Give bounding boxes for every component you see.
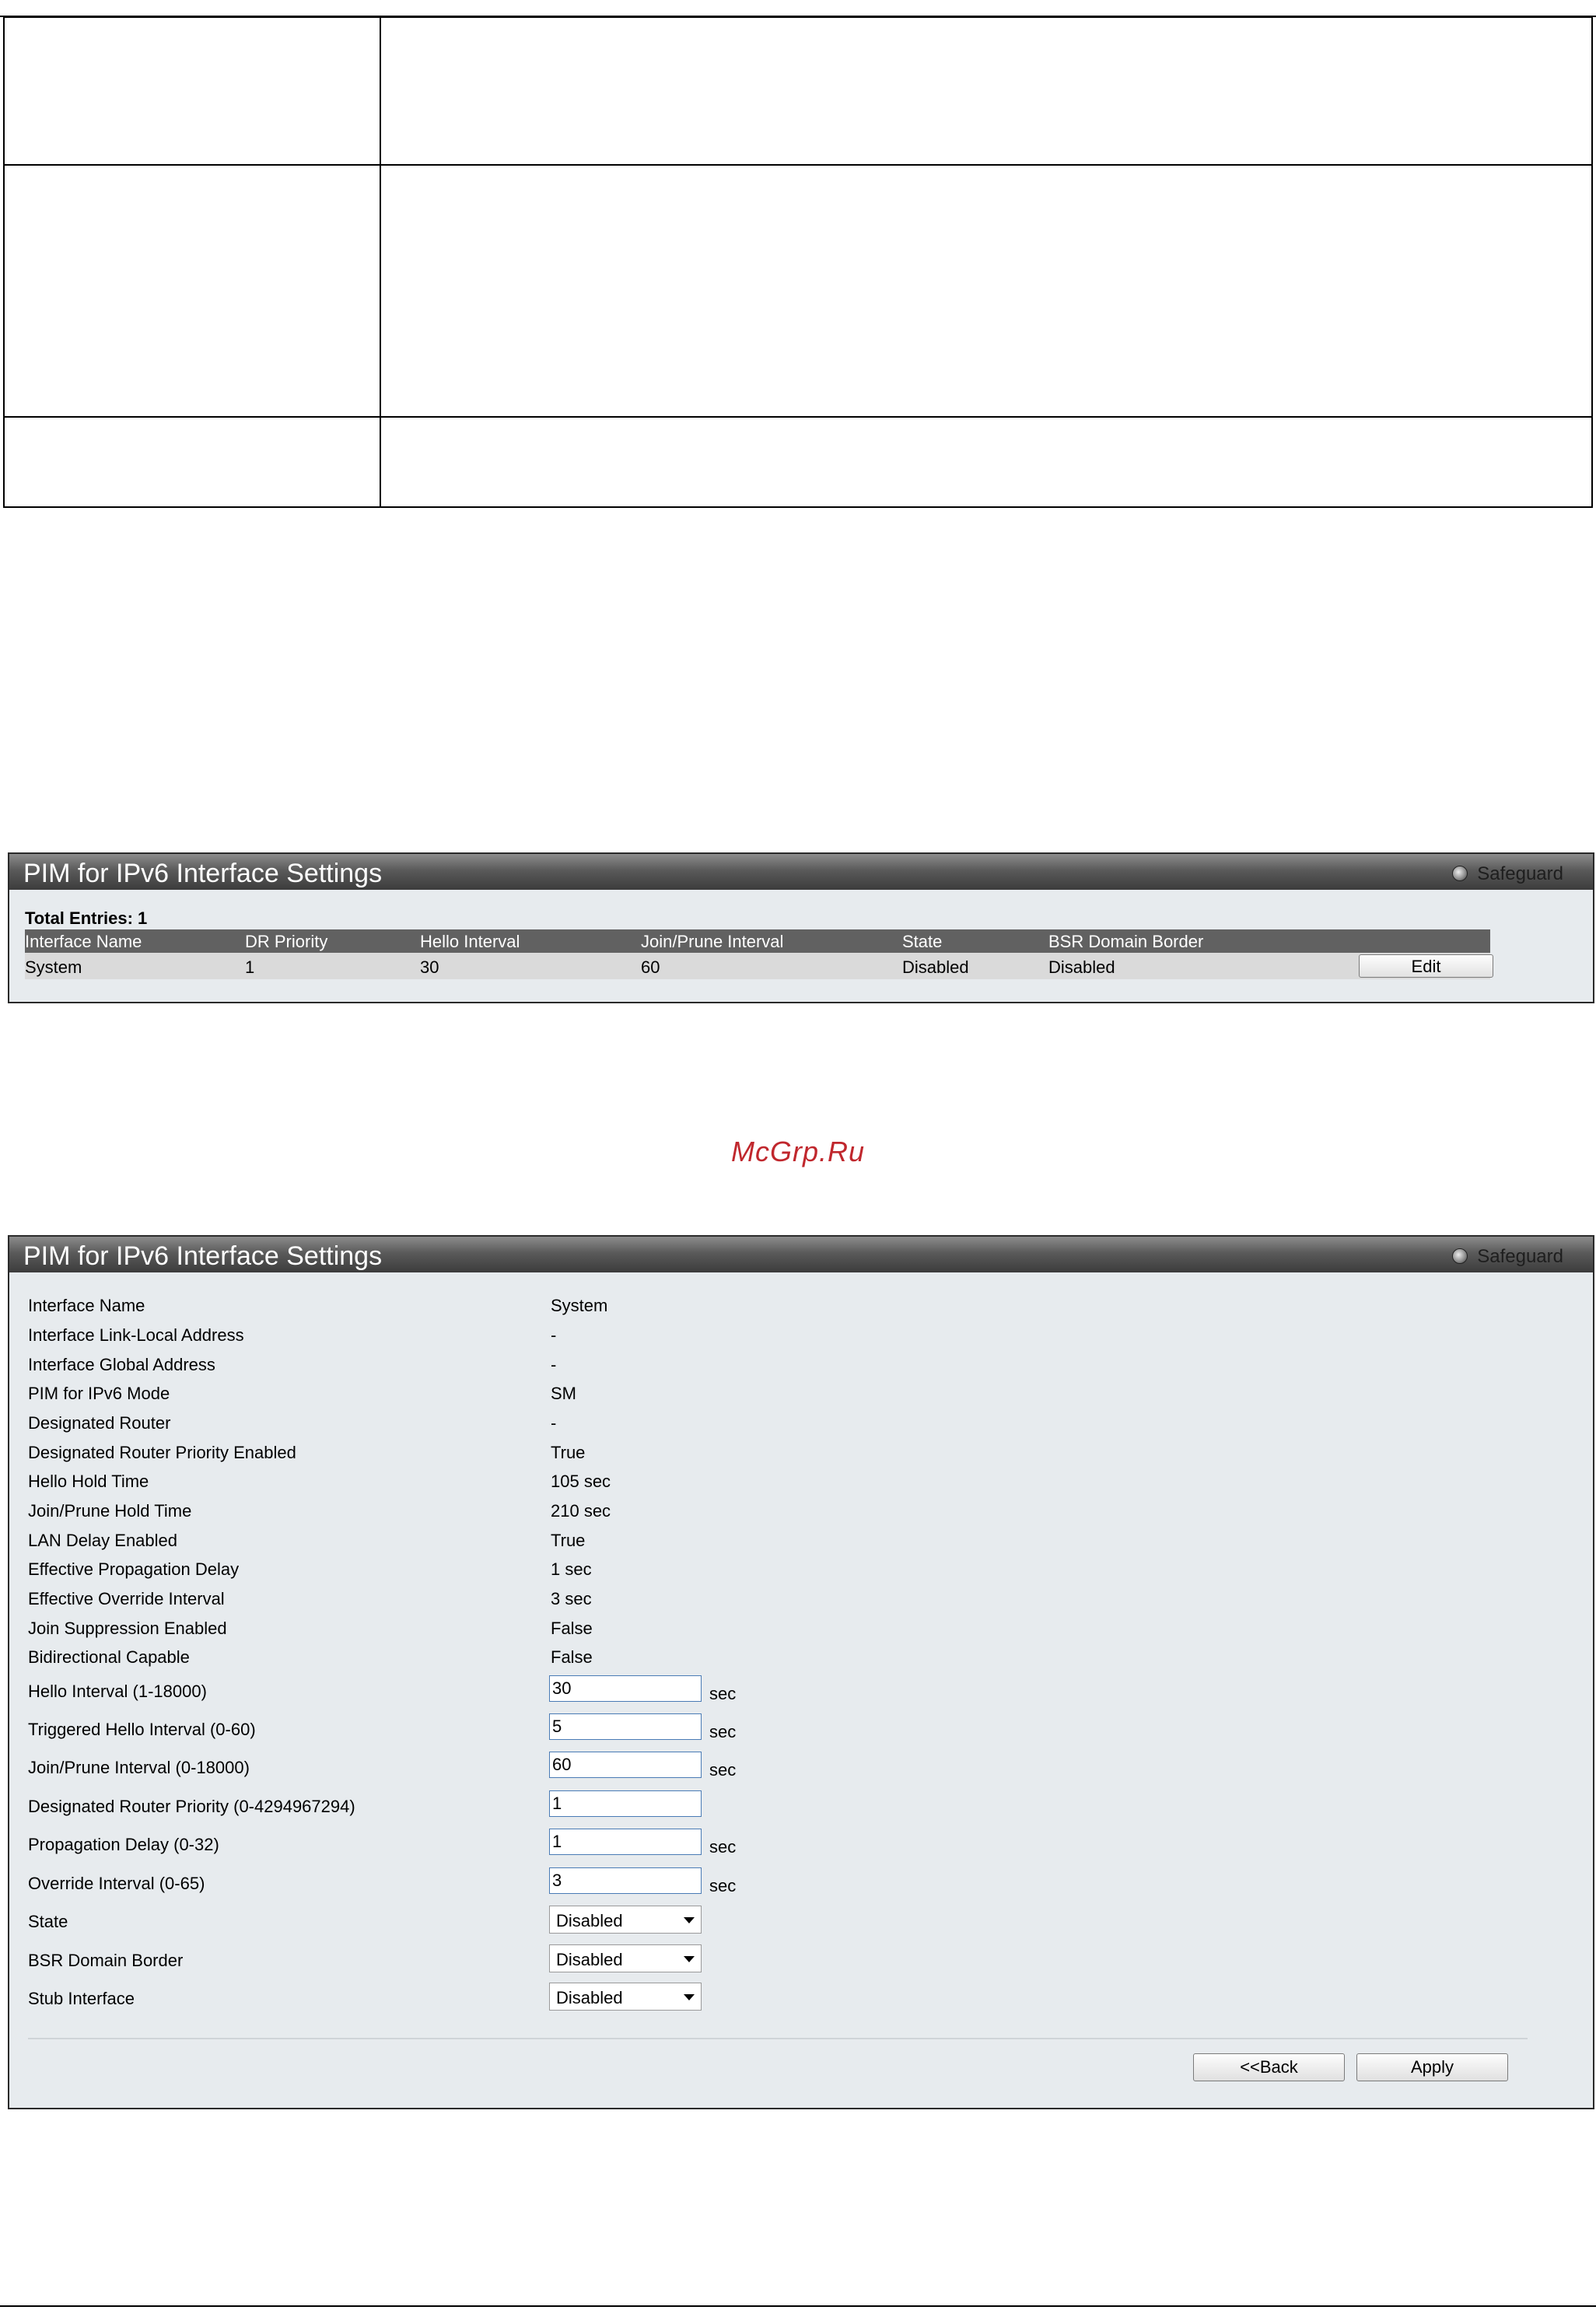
chevron-down-icon — [684, 1956, 695, 1962]
join-prune-interval-label: Join/Prune Interval (0-18000) — [28, 1758, 250, 1777]
column-header-bsr-domain-border: BSR Domain Border — [1048, 932, 1204, 951]
info-value: True — [551, 1443, 586, 1462]
state-label: State — [28, 1912, 68, 1931]
table-row — [25, 953, 1490, 979]
cell-interface-name: System — [25, 957, 82, 977]
info-value: False — [551, 1619, 593, 1638]
column-divider — [380, 18, 381, 506]
edit-button[interactable]: Edit — [1359, 954, 1493, 978]
column-header-join-prune-interval: Join/Prune Interval — [641, 932, 784, 951]
info-label: PIM for IPv6 Mode — [28, 1384, 170, 1403]
triggered-hello-interval-label: Triggered Hello Interval (0-60) — [28, 1720, 256, 1739]
watermark: McGrp.Ru — [730, 1136, 866, 1167]
bsr-domain-border-select[interactable] — [549, 1944, 702, 1972]
safeguard-icon — [1452, 866, 1468, 881]
pim-ipv6-interface-list-panel — [8, 852, 1594, 1003]
safeguard-label: Safeguard — [1477, 1246, 1563, 1267]
info-value: - — [551, 1413, 557, 1433]
chevron-down-icon — [684, 1917, 695, 1923]
stub-interface-select[interactable] — [549, 1983, 702, 2011]
info-value: 105 sec — [551, 1472, 611, 1491]
unit-label: sec — [709, 1760, 737, 1780]
triggered-hello-interval-input[interactable]: 5 — [549, 1713, 702, 1740]
cell-hello-interval: 30 — [420, 957, 439, 977]
safeguard-icon — [1452, 1248, 1468, 1264]
info-value: True — [551, 1531, 586, 1550]
unit-label: sec — [709, 1722, 737, 1741]
state-select-value: Disabled — [556, 1911, 623, 1930]
panel-title: PIM for IPv6 Interface Settings — [23, 859, 383, 888]
cell-bsr-domain-border: Disabled — [1048, 957, 1115, 977]
cell-join-prune-interval: 60 — [641, 957, 660, 977]
panel-header — [9, 1237, 1593, 1272]
info-label: Bidirectional Capable — [28, 1647, 190, 1667]
override-interval-label: Override Interval (0-65) — [28, 1874, 205, 1893]
safeguard-indicator[interactable] — [1452, 863, 1563, 885]
propagation-delay-label: Propagation Delay (0-32) — [28, 1835, 219, 1854]
column-header-dr-priority: DR Priority — [245, 932, 328, 951]
unit-label: sec — [709, 1837, 737, 1857]
info-label: Effective Propagation Delay — [28, 1559, 240, 1579]
bsr-domain-border-select-value: Disabled — [556, 1950, 623, 1969]
safeguard-indicator[interactable] — [1452, 1246, 1563, 1268]
info-label: Hello Hold Time — [28, 1472, 149, 1491]
table-header — [25, 929, 1490, 953]
divider — [28, 2038, 1528, 2039]
hello-interval-label: Hello Interval (1-18000) — [28, 1682, 207, 1701]
stub-interface-label: Stub Interface — [28, 1989, 135, 2008]
info-label: Designated Router — [28, 1413, 171, 1433]
table-row — [5, 418, 1591, 509]
info-label: Join Suppression Enabled — [28, 1619, 227, 1638]
table-row — [5, 166, 1591, 418]
hello-interval-input[interactable]: 30 — [549, 1675, 702, 1702]
parameter-table — [3, 16, 1593, 508]
unit-label: sec — [709, 1684, 737, 1703]
page-bottom-rule — [0, 2305, 1596, 2307]
panel-title: PIM for IPv6 Interface Settings — [23, 1241, 383, 1271]
column-header-interface-name: Interface Name — [25, 932, 142, 951]
info-value: 3 sec — [551, 1589, 592, 1608]
unit-label: sec — [709, 1876, 737, 1895]
bsr-domain-border-label: BSR Domain Border — [28, 1951, 184, 1970]
pim-ipv6-interface-edit-panel — [8, 1235, 1594, 2109]
cell-dr-priority: 1 — [245, 957, 255, 977]
info-value: System — [551, 1296, 608, 1315]
state-select[interactable] — [549, 1906, 702, 1934]
info-label: Interface Link-Local Address — [28, 1325, 244, 1345]
stub-interface-select-value: Disabled — [556, 1988, 623, 2007]
propagation-delay-input[interactable]: 1 — [549, 1829, 702, 1855]
info-value: 210 sec — [551, 1501, 611, 1521]
info-value: 1 sec — [551, 1559, 592, 1579]
info-value: - — [551, 1355, 557, 1374]
info-value: False — [551, 1647, 593, 1667]
panel-header — [9, 854, 1593, 890]
override-interval-input[interactable]: 3 — [549, 1867, 702, 1894]
column-header-state: State — [902, 932, 943, 951]
info-label: Join/Prune Hold Time — [28, 1501, 192, 1521]
table-row — [5, 18, 1591, 166]
info-label: Effective Override Interval — [28, 1589, 225, 1608]
info-value: - — [551, 1325, 557, 1345]
apply-button[interactable]: Apply — [1356, 2053, 1508, 2081]
chevron-down-icon — [684, 1994, 695, 2000]
total-entries: Total Entries: 1 — [25, 908, 148, 928]
column-header-hello-interval: Hello Interval — [420, 932, 520, 951]
info-label: Interface Global Address — [28, 1355, 215, 1374]
info-label: Interface Name — [28, 1296, 145, 1315]
dr-priority-label: Designated Router Priority (0-4294967294) — [28, 1797, 355, 1816]
back-button[interactable]: <<Back — [1193, 2053, 1345, 2081]
info-value: SM — [551, 1384, 576, 1403]
safeguard-label: Safeguard — [1477, 863, 1563, 884]
join-prune-interval-input[interactable]: 60 — [549, 1752, 702, 1778]
info-label: Designated Router Priority Enabled — [28, 1443, 296, 1462]
cell-state: Disabled — [902, 957, 969, 977]
info-label: LAN Delay Enabled — [28, 1531, 178, 1550]
dr-priority-input[interactable]: 1 — [549, 1790, 702, 1817]
